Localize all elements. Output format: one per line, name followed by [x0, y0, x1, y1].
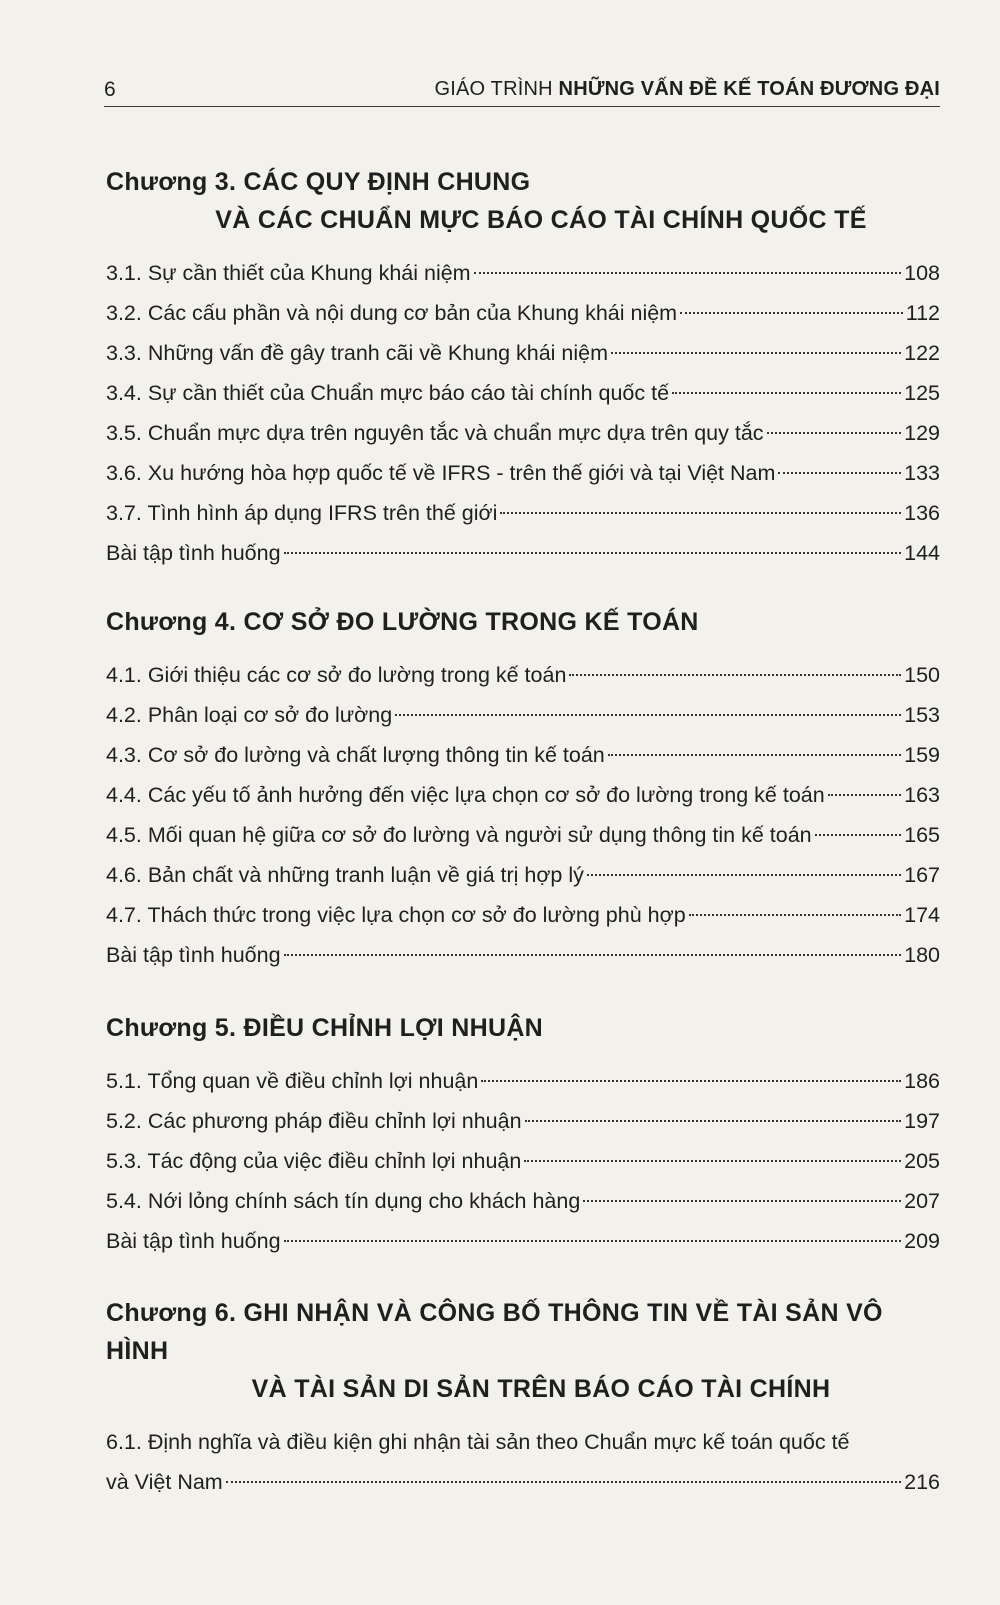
leader-dots: [524, 1160, 901, 1162]
toc-entry[interactable]: [106, 815, 940, 855]
toc-entry-page: 150: [904, 663, 940, 687]
chapter-title-line1: Chương 5. ĐIỀU CHỈNH LỢI NHUẬN: [106, 1014, 544, 1042]
toc-entry-page: 205: [904, 1149, 940, 1173]
leader-dots: [474, 272, 902, 274]
leader-dots: [284, 954, 902, 956]
toc-entry-page: 216: [904, 1470, 940, 1494]
chapter-6: [106, 1294, 940, 1502]
leader-dots: [226, 1481, 901, 1483]
leader-dots: [395, 714, 901, 716]
toc-entry-page: 197: [904, 1109, 940, 1133]
toc-entry-page: 209: [904, 1229, 940, 1253]
page-number: 6: [104, 78, 116, 101]
toc-entry[interactable]: [106, 533, 940, 573]
leader-dots: [611, 352, 901, 354]
leader-dots: [500, 512, 901, 514]
toc-entry-page: 112: [905, 301, 940, 325]
toc-entry-continuation: [106, 1462, 940, 1502]
toc-entry-text: 3.3. Những vấn đề gây tranh cãi về Khung khái niệm: [106, 341, 609, 365]
toc-entry-text: Bài tập tình huống: [106, 943, 281, 967]
toc-entry[interactable]: [106, 413, 940, 453]
toc-entry[interactable]: [106, 373, 940, 413]
toc-entry[interactable]: [106, 493, 940, 533]
toc-list: [106, 655, 940, 975]
leader-dots: [680, 312, 903, 314]
toc-entry[interactable]: [106, 1221, 940, 1261]
toc-entry[interactable]: [106, 935, 940, 975]
toc-entry[interactable]: [106, 1181, 940, 1221]
toc-entry[interactable]: [106, 1061, 940, 1101]
toc-entry-text: 6.1. Định nghĩa và điều kiện ghi nhận tài sản theo Chuẩn mực kế toán quốc tế: [106, 1430, 850, 1454]
running-title-main: NHỮNG VẤN ĐỀ KẾ TOÁN ĐƯƠNG ĐẠI: [558, 78, 940, 100]
toc-entry-page: 159: [904, 743, 940, 767]
toc-entry-text: 4.1. Giới thiệu các cơ sở đo lường trong kế toán: [106, 663, 567, 687]
page-header: [104, 74, 940, 107]
chapter-title: [106, 603, 940, 641]
toc-entry-page: 108: [904, 261, 940, 285]
toc-entry-page: 153: [904, 703, 940, 727]
toc-entry-page: 136: [904, 501, 940, 525]
toc-entry-text: 4.7. Thách thức trong việc lựa chọn cơ sở đo lường phù hợp: [106, 903, 686, 927]
leader-dots: [284, 552, 902, 554]
toc-entry-page: 133: [904, 461, 940, 485]
toc-entry-text: 5.2. Các phương pháp điều chỉnh lợi nhuận: [106, 1109, 522, 1133]
toc-entry-page: 129: [904, 421, 940, 445]
toc-entry-text-cont: và Việt Nam: [106, 1470, 223, 1494]
chapter-3: [106, 163, 940, 573]
toc-entry[interactable]: [106, 333, 940, 373]
toc-entry-page: 165: [904, 823, 940, 847]
toc-entry-text: 4.2. Phân loại cơ sở đo lường: [106, 703, 393, 727]
toc-entry-text: 4.5. Mối quan hệ giữa cơ sở đo lường và người sử dụng thông tin kế toán: [106, 823, 812, 847]
toc-entry[interactable]: [106, 695, 940, 735]
chapter-5: [106, 1009, 940, 1261]
running-title: [434, 78, 940, 101]
running-title-prefix: GIÁO TRÌNH: [434, 78, 553, 100]
toc-entry-text: 5.3. Tác động của việc điều chỉnh lợi nhuận: [106, 1149, 522, 1173]
toc-entry[interactable]: [106, 655, 940, 695]
chapter-title-line1: Chương 3. CÁC QUY ĐỊNH CHUNG: [106, 168, 531, 196]
toc-entry-text: 3.7. Tình hình áp dụng IFRS trên thế giới: [106, 501, 498, 525]
toc-list: [106, 253, 940, 573]
leader-dots: [284, 1240, 902, 1242]
chapter-title: [106, 1294, 940, 1408]
toc-entry-text: Bài tập tình huống: [106, 541, 281, 565]
toc-entry-page: 144: [904, 541, 940, 565]
chapter-title-line1: Chương 4. CƠ SỞ ĐO LƯỜNG TRONG KẾ TOÁN: [106, 608, 699, 636]
toc-entry-text: 5.4. Nới lỏng chính sách tín dụng cho khách hàng: [106, 1189, 581, 1213]
toc-entry-text: Bài tập tình huống: [106, 1229, 281, 1253]
toc-entry-text: 4.6. Bản chất và những tranh luận về giá trị hợp lý: [106, 863, 584, 887]
leader-dots: [587, 874, 901, 876]
toc-entry-text: 4.4. Các yếu tố ảnh hưởng đến việc lựa chọn cơ sở đo lường trong kế toán: [106, 783, 825, 807]
leader-dots: [583, 1200, 901, 1202]
toc-entry[interactable]: [106, 895, 940, 935]
chapter-title: [106, 1009, 940, 1047]
toc-entry-page: 163: [904, 783, 940, 807]
toc-entry-page: 180: [904, 943, 940, 967]
leader-dots: [778, 472, 901, 474]
leader-dots: [828, 794, 901, 796]
toc-entry-page: 122: [904, 341, 940, 365]
toc-entry[interactable]: [106, 735, 940, 775]
toc-entry[interactable]: [106, 253, 940, 293]
leader-dots: [481, 1080, 901, 1082]
chapter-4: [106, 603, 940, 975]
toc-entry-text: 3.1. Sự cần thiết của Khung khái niệm: [106, 261, 471, 285]
toc-entry[interactable]: [106, 1101, 940, 1141]
leader-dots: [767, 432, 902, 434]
leader-dots: [689, 914, 901, 916]
toc-entry-text: 3.4. Sự cần thiết của Chuẩn mực báo cáo tài chính quốc tế: [106, 381, 670, 405]
toc-entry-page: 125: [904, 381, 940, 405]
leader-dots: [815, 834, 901, 836]
toc-entry-text: 3.5. Chuẩn mực dựa trên nguyên tắc và chuẩn mực dựa trên quy tắc: [106, 421, 764, 445]
toc-entry[interactable]: [106, 293, 940, 333]
toc-entry-text: 5.1. Tổng quan về điều chỉnh lợi nhuận: [106, 1069, 479, 1093]
leader-dots: [672, 392, 901, 394]
toc-entry-text: 4.3. Cơ sở đo lường và chất lượng thông tin kế toán: [106, 743, 605, 767]
toc-entry[interactable]: [106, 855, 940, 895]
toc-entry-page: 207: [904, 1189, 940, 1213]
toc-entry-page: 186: [904, 1069, 940, 1093]
chapter-title-line2: VÀ TÀI SẢN DI SẢN TRÊN BÁO CÁO TÀI CHÍNH: [251, 1375, 831, 1403]
leader-dots: [525, 1120, 902, 1122]
toc-entry[interactable]: [106, 1141, 940, 1181]
toc-entry-page: 174: [904, 903, 940, 927]
chapter-title-line1: Chương 6. GHI NHẬN VÀ CÔNG BỐ THÔNG TIN VỀ TÀI SẢN VÔ HÌNH: [106, 1299, 883, 1365]
leader-dots: [569, 674, 901, 676]
toc-entry-text: 3.2. Các cấu phần và nội dung cơ bản của Khung khái niệm: [106, 301, 678, 325]
toc-entry[interactable]: [106, 453, 940, 493]
toc-entry-page: 167: [904, 863, 940, 887]
toc-entry-text: 3.6. Xu hướng hòa hợp quốc tế về IFRS - trên thế giới và tại Việt Nam: [106, 461, 776, 485]
leader-dots: [608, 754, 901, 756]
toc-entry[interactable]: [106, 1422, 940, 1502]
chapter-title: [106, 163, 940, 239]
toc-list: [106, 1061, 940, 1261]
toc-entry[interactable]: [106, 775, 940, 815]
chapter-title-line2: VÀ CÁC CHUẨN MỰC BÁO CÁO TÀI CHÍNH QUỐC TẾ: [215, 206, 867, 234]
